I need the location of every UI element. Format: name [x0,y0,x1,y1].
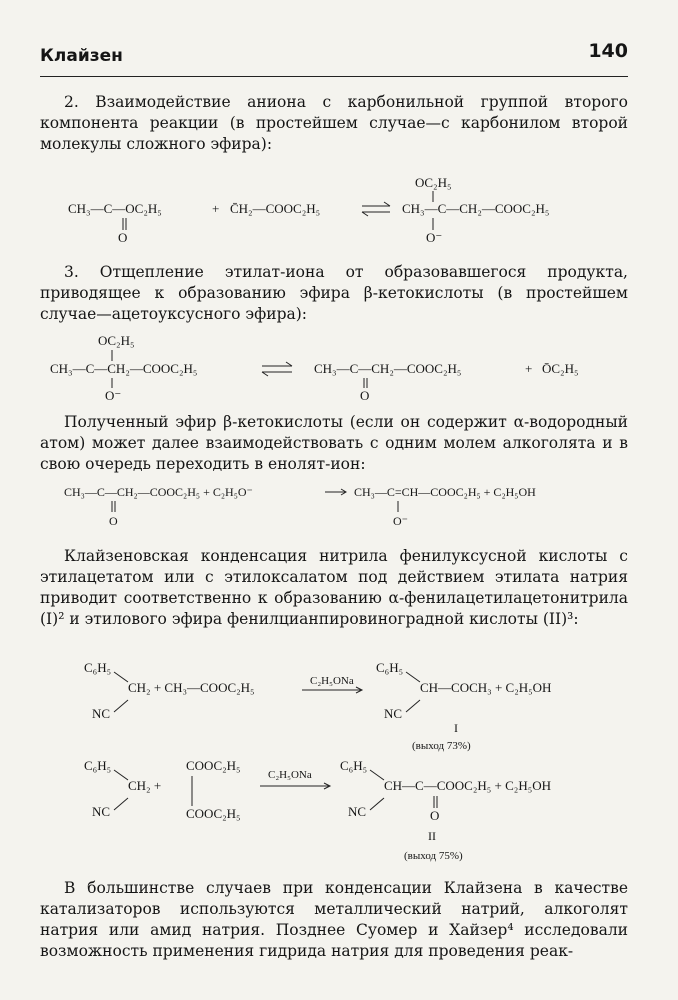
running-head: Клайзен [40,46,123,66]
r5-reagent: C₂H₅ONa [268,769,312,781]
page-number: 140 [588,40,628,62]
r2-left: CH₃—C—CH₂—COOC₂H₅ [50,361,198,376]
r4-yield: (выход 73%) [412,740,471,752]
r2-right: CH₃—C—CH₂—COOC₂H₅ [314,361,462,376]
reaction-4 [40,650,640,754]
r5-nc2: NC [348,804,367,819]
paragraph-enolate [40,412,628,475]
r5-ox-bottom: COOC₂H₅ [186,806,241,821]
r5-product: CH—C—COOC₂H₅ + C₂H₅OH [384,778,552,793]
r4-nc2: NC [384,706,403,721]
r5-ch2: CH₂ + [128,778,162,793]
paragraph-step2 [40,92,628,155]
paragraph-nitrile-text: Клайзеновская конденсация нитрила фенилуксусной кислоты с этилацетатом или с этилоксалатом под действием этилата натрия приводит соответственно к образованию α-фенилацетилацетонитрила (I)² и этилового эфира фенилцианпировиноградной кислоты (II)³: [40,547,628,628]
r4-label: I [454,721,458,735]
r1-right: CH₃—C—CH₂—COOC₂H₅ [402,201,550,216]
r2-bottom-o: O⁻ [105,388,122,402]
paragraph-final [40,878,628,962]
r4-ph: C₆H₅ [84,660,112,675]
r2-top-sub: OC₂H₅ [98,333,135,348]
r3-left-o: O [109,514,118,528]
r2-ethoxide: ŌC₂H₅ [542,361,579,376]
paragraph-step2-text: 2. Взаимодействие аниона с карбонильной группой второго компонента реакции (в простейшем случае—с карбонилом второй молекулы сложного эфира): [40,93,628,153]
r3-right: CH₃—C=CH—COOC₂H₅ + C₂H₅OH [354,485,536,499]
r1-bottom-o: O⁻ [426,230,443,245]
r5-ph2: C₆H₅ [340,758,368,773]
r4-ch2: CH₂ + CH₃—COOC₂H₅ [128,680,255,695]
r2-plus: + [525,361,533,376]
r4-product: CH—COCH₃ + C₂H₅OH [420,680,552,695]
r5-label: II [428,829,436,843]
r1-left: CH₃—C—OC₂H₅ [68,201,162,216]
r5-product-o: O [430,808,440,823]
r5-ox-top: COOC₂H₅ [186,758,241,773]
r5-nc: NC [92,804,111,819]
r1-anion: C̄H₂—COOC₂H₅ [230,201,321,216]
reaction-3 [40,482,640,532]
reaction-5 [40,756,640,868]
r4-nc: NC [92,706,111,721]
paragraph-step3-text: 3. Отщепление этилат-иона от образовавшегося продукта, приводящее к образованию эфира β-кетокислоты (в простейшем случае—ацетоуксусного эфира): [40,263,628,323]
r5-yield: (выход 75%) [404,850,463,862]
r1-top-sub: OC₂H₅ [415,175,452,190]
r1-plus: + [212,201,220,216]
reaction-2 [40,330,640,402]
paragraph-step3 [40,262,628,325]
page-header [40,40,628,77]
r5-ph: C₆H₅ [84,758,112,773]
paragraph-nitrile [40,546,628,630]
r2-right-o: O [360,388,370,402]
r4-ph2: C₆H₅ [376,660,404,675]
reaction-1 [40,168,640,248]
paragraph-enolate-text: Полученный эфир β-кетокислоты (если он содержит α-водородный атом) может далее взаимодействовать с одним молем алкоголята и в свою очередь переходить в енолят-ион: [40,413,628,473]
r4-reagent: C₂H₅ONa [310,675,354,687]
r3-left: CH₃—C—CH₂—COOC₂H₅ + C₂H₅O⁻ [64,485,253,499]
r3-right-o: O⁻ [393,514,408,528]
paragraph-final-text: В большинстве случаев при конденсации Клайзена в качестве катализаторов используются металлический натрий, алкоголят натрия или амид натрия. Позднее Суомер и Хайзер⁴ исследовали возможность применения гидрида натрия для проведения реак- [40,879,628,960]
r1-carbonyl-o: O [118,230,128,245]
